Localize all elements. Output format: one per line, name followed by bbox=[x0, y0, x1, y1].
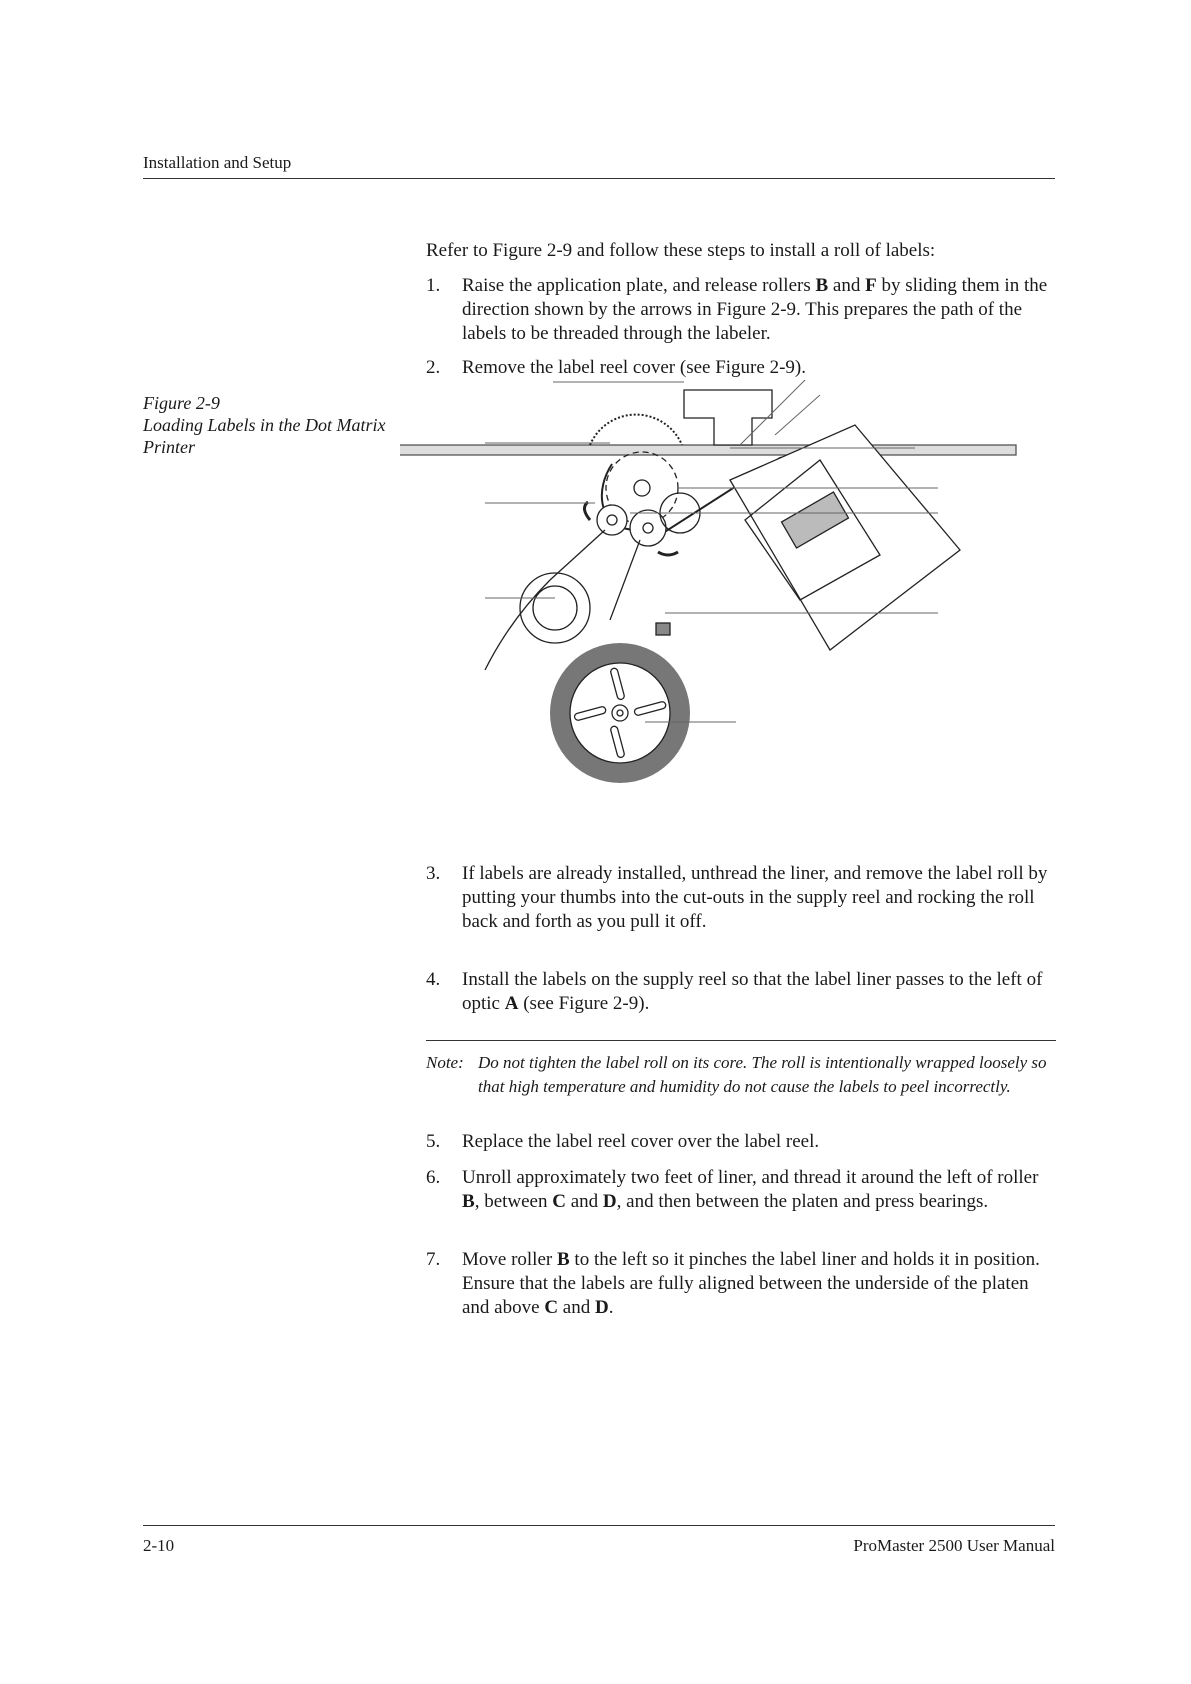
figure-number: Figure 2-9 bbox=[143, 393, 220, 413]
printhead-housing bbox=[730, 425, 960, 650]
note-label: Note: bbox=[426, 1053, 464, 1072]
arm-inner bbox=[610, 540, 640, 620]
step-text: Unroll approximately two feet of liner, and thread it around the left of roller B, between C and D, and then between the platen and press bearings. bbox=[462, 1167, 1039, 1212]
reel-cover-outer bbox=[520, 573, 590, 643]
step-number: 2. bbox=[426, 357, 441, 378]
step-5 bbox=[426, 1130, 1056, 1154]
platen-bar bbox=[400, 445, 1016, 455]
step-number: 3. bbox=[426, 863, 441, 884]
step-2 bbox=[426, 356, 1056, 380]
step-number: 4. bbox=[426, 969, 441, 990]
figure-caption bbox=[143, 392, 413, 458]
running-header: Installation and Setup bbox=[143, 153, 292, 172]
step-number: 1. bbox=[426, 275, 441, 296]
step-text: Move roller B to the left so it pinches the label liner and holds it in position. Ensure that the labels are fully aligned between the underside of the platen and above C and D. bbox=[462, 1249, 1040, 1318]
step-1 bbox=[426, 274, 1056, 346]
application-plate bbox=[684, 390, 772, 445]
arrow-b-icon bbox=[584, 502, 590, 520]
step-number: 6. bbox=[426, 1167, 441, 1188]
reel-cover-inner bbox=[533, 586, 577, 630]
step-7 bbox=[426, 1248, 1056, 1320]
figure-title: Loading Labels in the Dot Matrix Printer bbox=[143, 415, 386, 457]
label-loading-diagram bbox=[400, 380, 1040, 850]
arrow-f-icon bbox=[658, 552, 678, 555]
intro-paragraph: Refer to Figure 2-9 and follow these steps to install a roll of labels: bbox=[426, 240, 936, 261]
manual-title: ProMaster 2500 User Manual bbox=[853, 1536, 1055, 1555]
step-number: 7. bbox=[426, 1249, 441, 1270]
page-number: 2-10 bbox=[143, 1536, 175, 1555]
gear-teeth bbox=[590, 415, 682, 445]
note-box bbox=[426, 1051, 1056, 1099]
footer-rule bbox=[143, 1525, 1055, 1526]
note-text: Do not tighten the label roll on its core. The roll is intentionally wrapped loosely so that high temperature and humidity do not cause the labels to peel incorrectly. bbox=[478, 1053, 1047, 1096]
optic-a bbox=[656, 623, 670, 635]
step-text: Raise the application plate, and release rollers B and F by sliding them in the direction shown by the arrows in Figure 2-9. This prepares the path of the labels to be threaded through the labeler. bbox=[462, 275, 1048, 344]
step-3 bbox=[426, 862, 1056, 934]
step-6 bbox=[426, 1166, 1056, 1214]
header-rule bbox=[143, 178, 1055, 179]
step-text: If labels are already installed, unthread the liner, and remove the label roll by putting your thumbs into the cut-outs in the supply reel and rocking the roll back and forth as you pull it off. bbox=[462, 863, 1048, 932]
step-text: Replace the label reel cover over the label reel. bbox=[462, 1131, 820, 1152]
step-4 bbox=[426, 968, 1056, 1016]
drive-roller-hub bbox=[634, 480, 650, 496]
arm-outline bbox=[485, 530, 605, 670]
step-text: Remove the label reel cover (see Figure 2-9). bbox=[462, 357, 806, 378]
step-number: 5. bbox=[426, 1131, 441, 1152]
roller-b bbox=[597, 505, 627, 535]
note-rule bbox=[426, 1040, 1056, 1041]
step-text: Install the labels on the supply reel so that the label liner passes to the left of optic A (see Figure 2-9). bbox=[462, 969, 1043, 1014]
